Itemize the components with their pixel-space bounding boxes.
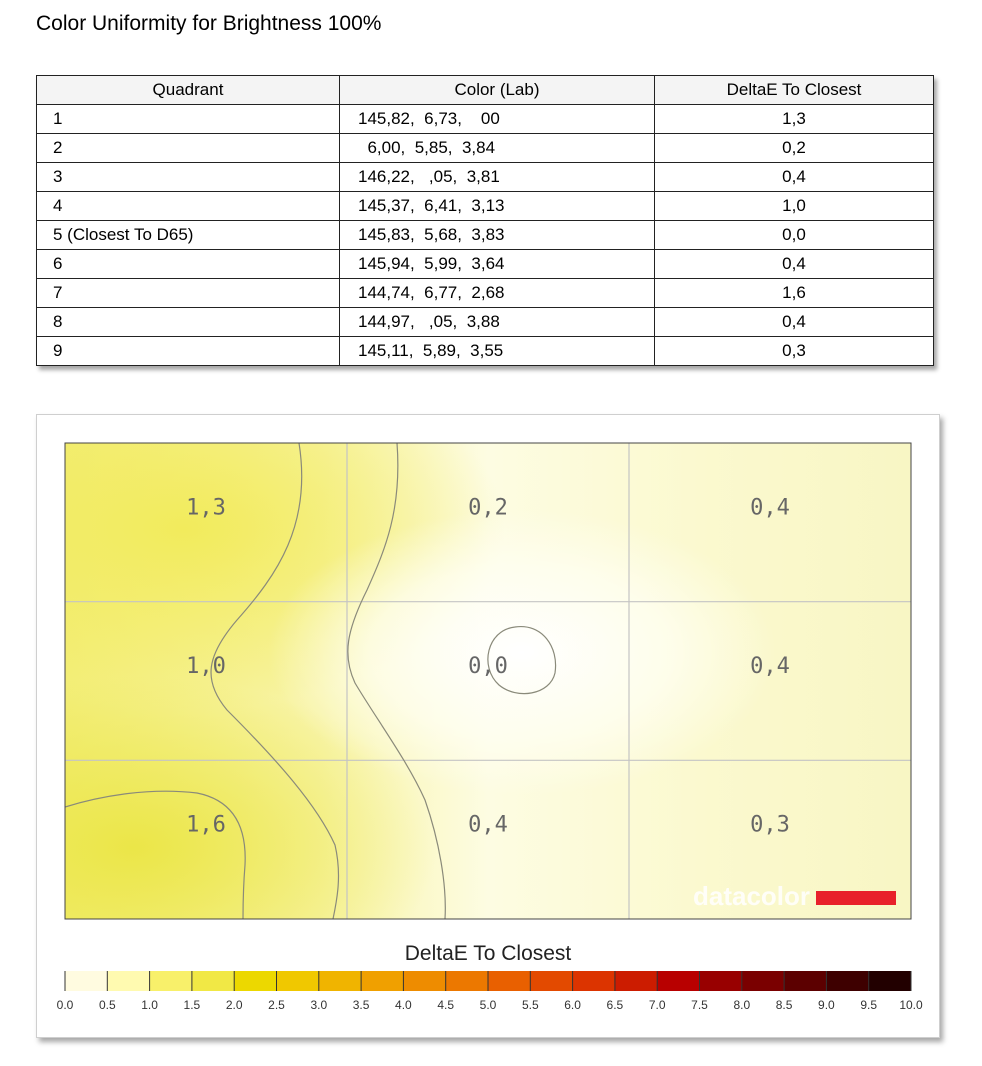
scale-tick-label: 2.5: [268, 998, 285, 1012]
scale-swatch: [488, 971, 531, 991]
cell-color-lab: 145,94, 5,99, 3,64: [340, 250, 655, 279]
scale-tick-label: 7.5: [691, 998, 708, 1012]
cell-value: 0,4: [750, 654, 790, 680]
cell-color-lab: 145,82, 6,73, 00: [340, 105, 655, 134]
page-title: Color Uniformity for Brightness 100%: [36, 12, 382, 35]
table-row: [37, 163, 934, 192]
table-body: [37, 105, 934, 366]
cell-color-lab: 6,00, 5,85, 3,84: [340, 134, 655, 163]
cell-value: 1,3: [186, 495, 226, 521]
scale-tick-label: 8.0: [733, 998, 751, 1012]
heatmap-plot-area: [65, 443, 911, 919]
scale-tick-label: 1.0: [141, 998, 158, 1012]
table-row: [37, 192, 934, 221]
cell-deltae: 1,0: [655, 192, 934, 221]
table-row: [37, 134, 934, 163]
cell-quadrant: 1: [37, 105, 340, 134]
scale-tick-label: 2.0: [225, 998, 243, 1012]
table-row: [37, 308, 934, 337]
scale-swatch: [742, 971, 785, 991]
table-row: [37, 105, 934, 134]
cell-value: 0,0: [468, 654, 508, 680]
scale-swatch: [615, 971, 658, 991]
scale-swatch: [403, 971, 446, 991]
scale-swatch: [869, 971, 912, 991]
table-row: [37, 279, 934, 308]
scale-swatch: [700, 971, 743, 991]
scale-tick-label: 4.5: [437, 998, 455, 1012]
scale-tick-label: 0.0: [56, 998, 74, 1012]
scale-swatch: [319, 971, 362, 991]
cell-deltae: 0,2: [655, 134, 934, 163]
cell-deltae: 0,4: [655, 308, 934, 337]
cell-quadrant: 9: [37, 337, 340, 366]
cell-color-lab: 145,11, 5,89, 3,55: [340, 337, 655, 366]
scale-title: DeltaE To Closest: [404, 942, 572, 965]
heatmap-panel: [36, 414, 940, 1038]
cell-quadrant: 7: [37, 279, 340, 308]
watermark-bar: [816, 891, 896, 905]
cell-quadrant: 5 (Closest To D65): [37, 221, 340, 250]
scale-swatch: [107, 971, 150, 991]
cell-quadrant: 8: [37, 308, 340, 337]
uniformity-table: [36, 75, 934, 366]
table-row: [37, 250, 934, 279]
cell-color-lab: 145,37, 6,41, 3,13: [340, 192, 655, 221]
scale-swatch: [277, 971, 320, 991]
scale-tick-label: 9.0: [818, 998, 835, 1012]
scale-swatch: [361, 971, 404, 991]
cell-color-lab: 144,74, 6,77, 2,68: [340, 279, 655, 308]
header-deltae: DeltaE To Closest: [655, 76, 934, 105]
scale-tick-label: 1.5: [183, 998, 201, 1012]
cell-quadrant: 2: [37, 134, 340, 163]
scale-tick-label: 6.5: [606, 998, 624, 1012]
scale-swatch: [826, 971, 869, 991]
cell-color-lab: 146,22, ,05, 3,81: [340, 163, 655, 192]
scale-tick-label: 4.0: [395, 998, 412, 1012]
scale-swatch: [530, 971, 573, 991]
cell-deltae: 0,0: [655, 221, 934, 250]
table-row: [37, 337, 934, 366]
cell-value: 0,4: [750, 495, 790, 521]
scale-tick-label: 8.5: [775, 998, 793, 1012]
scale-swatch: [192, 971, 235, 991]
heatmap-chart: [37, 415, 939, 1037]
scale-tick-label: 6.0: [564, 998, 581, 1012]
scale-tick-label: 0.5: [98, 998, 116, 1012]
cell-value: 1,0: [186, 654, 226, 680]
cell-value: 0,4: [468, 812, 508, 838]
watermark-text: datacolor: [693, 881, 811, 911]
scale-swatch: [150, 971, 193, 991]
scale-swatch: [573, 971, 616, 991]
scale-tick-label: 5.5: [521, 998, 539, 1012]
scale-tick-label: 5.0: [479, 998, 497, 1012]
scale-tick-label: 7.0: [648, 998, 666, 1012]
scale-swatch: [65, 971, 108, 991]
scale-tick-label: 3.5: [352, 998, 370, 1012]
color-scale: [57, 971, 923, 1012]
scale-swatch: [446, 971, 489, 991]
scale-swatch: [784, 971, 827, 991]
cell-deltae: 1,3: [655, 105, 934, 134]
cell-value: 0,2: [468, 495, 508, 521]
cell-color-lab: 144,97, ,05, 3,88: [340, 308, 655, 337]
cell-deltae: 1,6: [655, 279, 934, 308]
cell-deltae: 0,4: [655, 250, 934, 279]
cell-value: 0,3: [750, 812, 790, 838]
cell-color-lab: 145,83, 5,68, 3,83: [340, 221, 655, 250]
cell-deltae: 0,4: [655, 163, 934, 192]
table-row: [37, 221, 934, 250]
table-header-row: [37, 76, 934, 105]
cell-quadrant: 6: [37, 250, 340, 279]
cell-value: 1,6: [186, 812, 226, 838]
scale-tick-label: 10.0: [899, 998, 923, 1012]
cell-quadrant: 4: [37, 192, 340, 221]
scale-swatch: [657, 971, 700, 991]
scale-tick-label: 9.5: [860, 998, 878, 1012]
header-quadrant: Quadrant: [37, 76, 340, 105]
scale-swatch: [234, 971, 277, 991]
header-color-lab: Color (Lab): [340, 76, 655, 105]
cell-quadrant: 3: [37, 163, 340, 192]
scale-tick-label: 3.0: [310, 998, 328, 1012]
cell-deltae: 0,3: [655, 337, 934, 366]
